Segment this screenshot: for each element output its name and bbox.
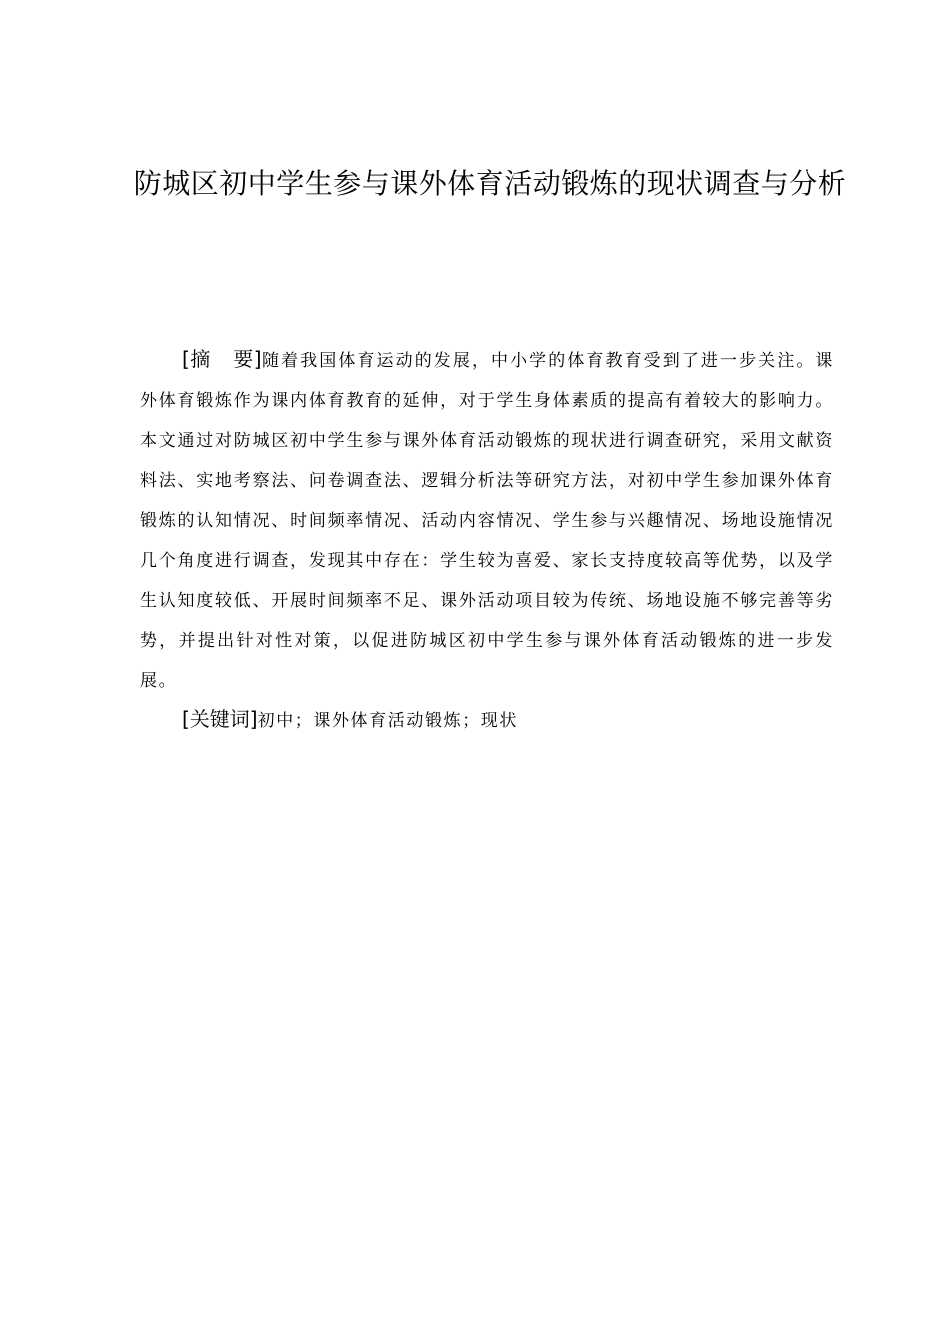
- abstract-label-close: 要]: [232, 347, 262, 371]
- abstract-label: [182, 347, 262, 371]
- paper-title: 防城区初中学生参与课外体育活动锻炼的现状调查与分析: [133, 167, 847, 200]
- keywords-label: [关键词]: [182, 707, 258, 731]
- abstract-label-open: [摘: [182, 347, 211, 371]
- keywords-line: [182, 699, 834, 741]
- abstract-text: 随着我国体育运动的发展，中小学的体育教育受到了进一步关注。课外体育锻炼作为课内体育教育的延伸，对于学生身体素质的提高有着较大的影响力。本文通过对防城区初中学生参与课外体育活动锻炼的现状进行调查研究，采用文献资料法、实地考察法、问卷调查法、逻辑分析法等研究方法，对初中学生参加课外体育锻炼的认知情况、时间频率情况、活动内容情况、学生参与兴趣情况、场地设施情况几个角度进行调查，发现其中存在：学生较为喜爱、家长支持度较高等优势，以及学生认知度较低、开展时间频率不足、课外活动项目较为传统、场地设施不够完善等劣势，并提出针对性对策，以促进防城区初中学生参与课外体育活动锻炼的进一步发展。: [140, 351, 835, 691]
- keywords-text: 初中；课外体育活动锻炼；现状: [257, 711, 519, 731]
- abstract-paragraph: [140, 339, 834, 701]
